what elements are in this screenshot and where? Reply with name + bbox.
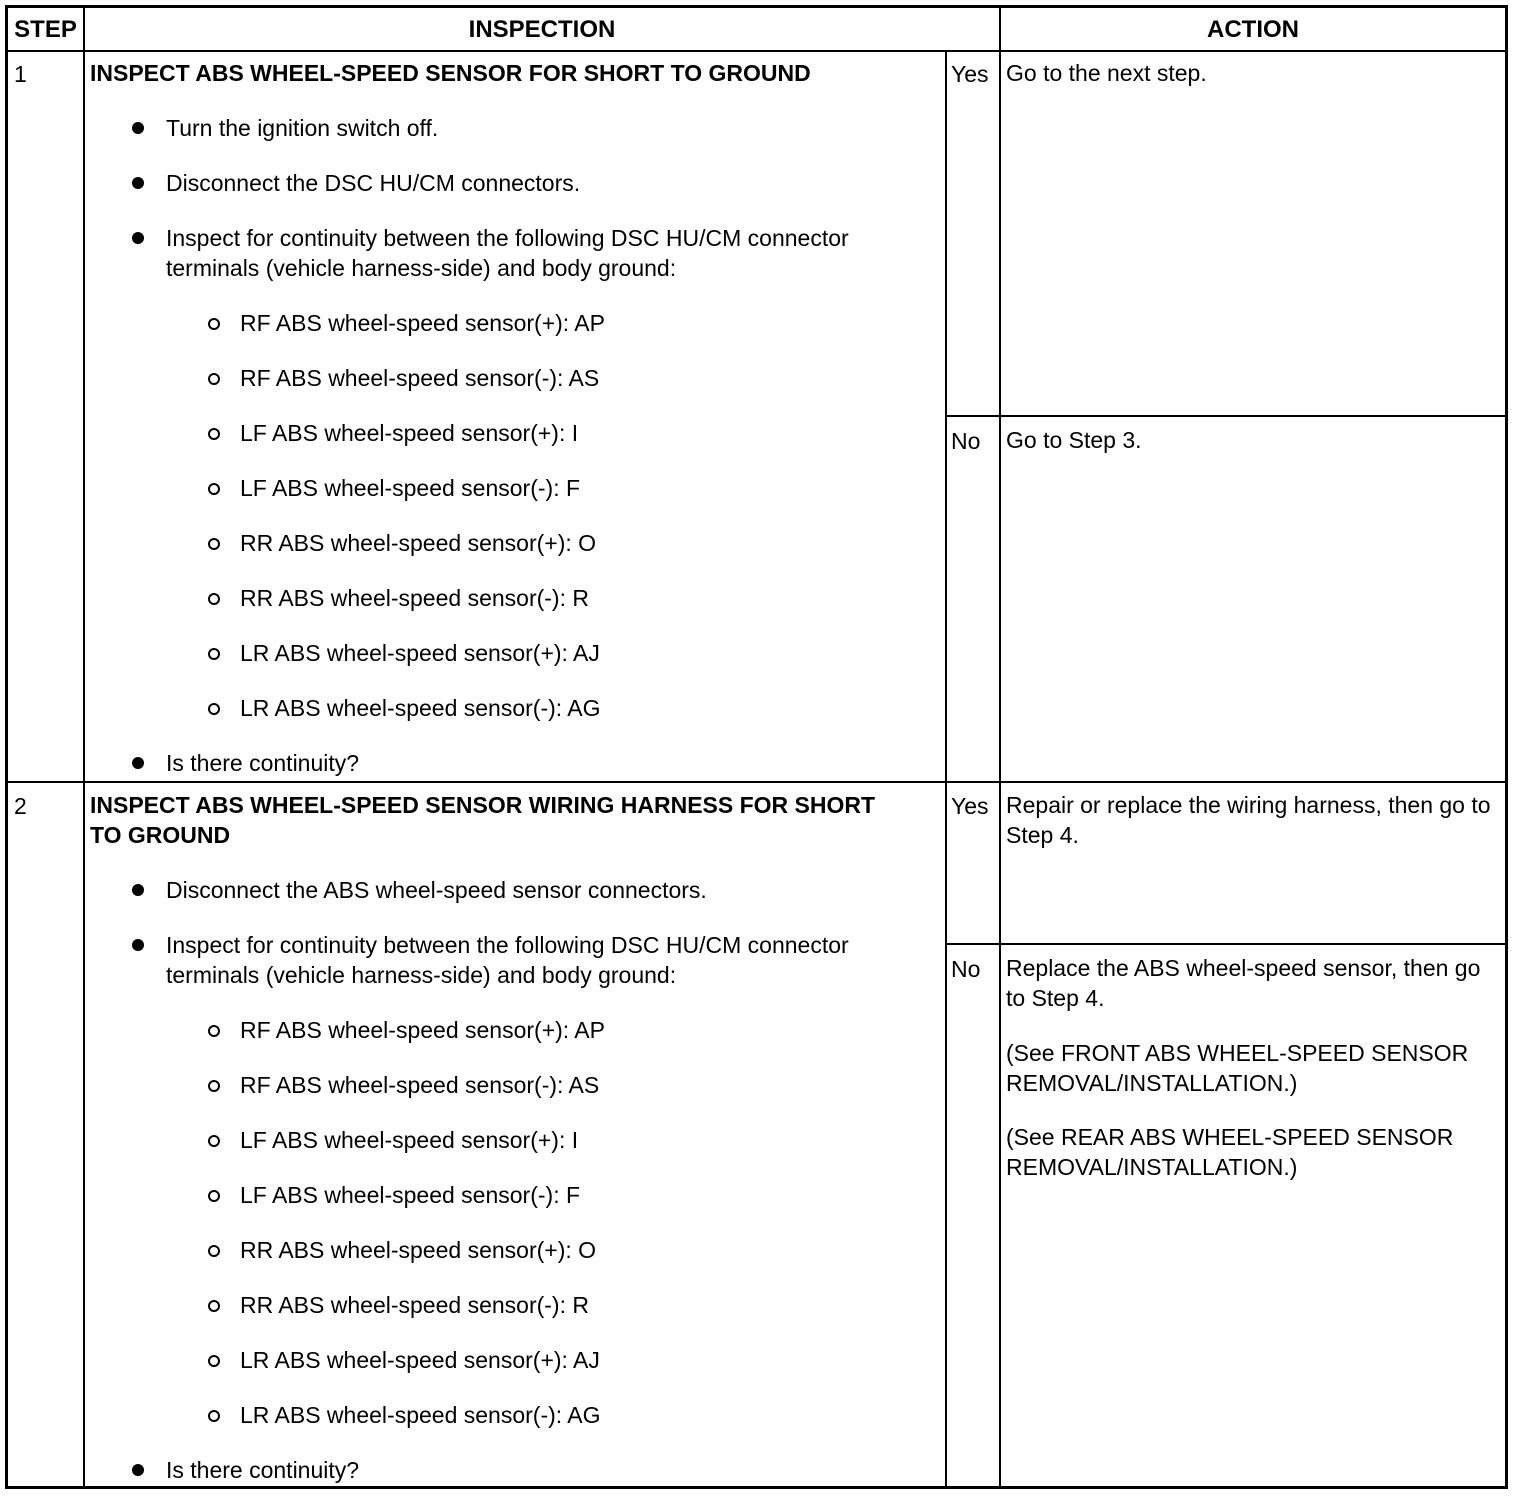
yes-label: Yes [951,793,989,819]
question-item: Is there continuity? [166,1455,936,1485]
terminal-item: LR ABS wheel-speed sensor(-): AG [240,1400,940,1430]
header-inspection: INSPECTION [468,16,616,43]
diagnostic-table [5,5,1508,1489]
terminal-item: LR ABS wheel-speed sensor(+): AJ [240,1345,940,1375]
bullet-item: Inspect for continuity between the following DSC HU/CM connector terminals (vehicle harness-side) and body ground: [166,223,936,283]
terminal-item: LF ABS wheel-speed sensor(+): I [240,1125,940,1155]
yes-action: Repair or replace the wiring harness, then go to Step 4. [1006,792,1491,848]
col-divider-action [999,8,1001,1486]
terminal-item: RF ABS wheel-speed sensor(+): AP [240,1015,940,1045]
circle-icon [208,1300,220,1312]
step-number: 2 [14,793,27,819]
bullet-icon [132,177,144,189]
step-title: INSPECT ABS WHEEL-SPEED SENSOR WIRING HARNESS FOR SHORT TO GROUND [90,792,876,848]
bullet-icon [132,884,144,896]
terminal-item: RF ABS wheel-speed sensor(-): AS [240,363,940,393]
circle-icon [208,1245,220,1257]
col-divider-step [83,8,85,1486]
circle-icon [208,1025,220,1037]
rear-sensor-reference: (See REAR ABS WHEEL-SPEED SENSOR REMOVAL/INSTALLATION.) [1006,1124,1454,1180]
step-title: INSPECT ABS WHEEL-SPEED SENSOR FOR SHORT TO GROUND [90,60,811,86]
bullet-icon [132,757,144,769]
circle-icon [208,538,220,550]
step2-yesno-divider [945,943,1505,945]
header-step: STEP [14,16,77,43]
terminal-item: RF ABS wheel-speed sensor(+): AP [240,308,940,338]
no-label: No [951,428,981,454]
terminal-item: RR ABS wheel-speed sensor(+): O [240,1235,940,1265]
circle-icon [208,373,220,385]
circle-icon [208,1135,220,1147]
terminal-item: LR ABS wheel-speed sensor(-): AG [240,693,940,723]
terminal-item: LF ABS wheel-speed sensor(-): F [240,1180,940,1210]
bullet-item: Inspect for continuity between the following DSC HU/CM connector terminals (vehicle harness-side) and body ground: [166,930,936,990]
circle-icon [208,428,220,440]
circle-icon [208,648,220,660]
circle-icon [208,1410,220,1422]
terminal-item: RF ABS wheel-speed sensor(-): AS [240,1070,940,1100]
row-divider [8,781,1505,783]
bullet-icon [132,1464,144,1476]
bullet-icon [132,122,144,134]
bullet-icon [132,232,144,244]
terminal-item: LF ABS wheel-speed sensor(-): F [240,473,940,503]
terminal-item: RR ABS wheel-speed sensor(+): O [240,528,940,558]
terminal-item: LF ABS wheel-speed sensor(+): I [240,418,940,448]
bullet-item: Disconnect the DSC HU/CM connectors. [166,168,936,198]
circle-icon [208,593,220,605]
yes-label: Yes [951,61,989,87]
circle-icon [208,1355,220,1367]
step1-yesno-divider [945,415,1505,417]
yes-action: Go to the next step. [1006,60,1207,86]
bullet-item: Disconnect the ABS wheel-speed sensor connectors. [166,875,936,905]
col-divider-yesno [945,52,947,1486]
circle-icon [208,1190,220,1202]
no-label: No [951,956,981,982]
bullet-item: Turn the ignition switch off. [166,113,936,143]
circle-icon [208,318,220,330]
terminal-item: RR ABS wheel-speed sensor(-): R [240,1290,940,1320]
circle-icon [208,703,220,715]
circle-icon [208,1080,220,1092]
terminal-item: LR ABS wheel-speed sensor(+): AJ [240,638,940,668]
question-item: Is there continuity? [166,748,936,778]
step-number: 1 [14,61,27,87]
header-action: ACTION [1207,16,1299,43]
circle-icon [208,483,220,495]
no-action: Go to Step 3. [1006,427,1142,453]
bullet-icon [132,939,144,951]
terminal-item: RR ABS wheel-speed sensor(-): R [240,583,940,613]
front-sensor-reference: (See FRONT ABS WHEEL-SPEED SENSOR REMOVAL/INSTALLATION.) [1006,1040,1469,1096]
no-action: Replace the ABS wheel-speed sensor, then go to Step 4. [1006,955,1481,1011]
